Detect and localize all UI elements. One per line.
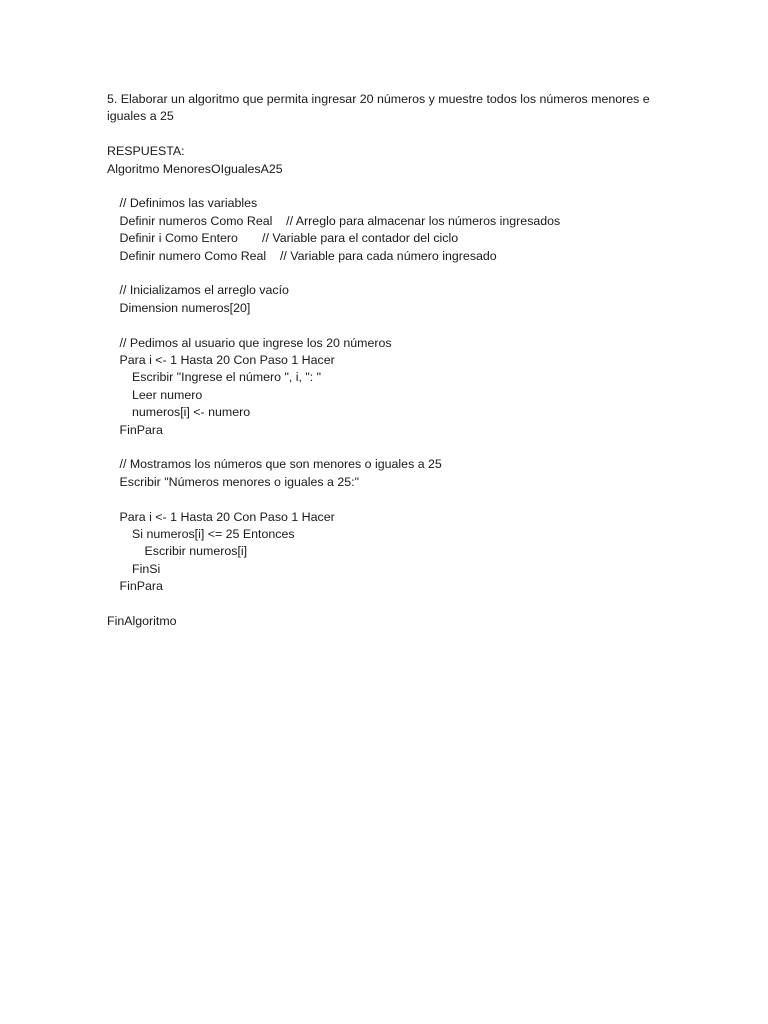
question-text: 5. Elaborar un algoritmo que permita ingresar 20 números y muestre todos los números menores e iguales a 25 xyxy=(107,92,650,124)
blank-line xyxy=(107,126,667,143)
code-for-input: Para i <- 1 Hasta 20 Con Paso 1 Hacer xyxy=(119,353,335,368)
code-for-show: Para i <- 1 Hasta 20 Con Paso 1 Hacer xyxy=(119,509,335,524)
code-write-num: Escribir numeros[i] xyxy=(144,544,248,559)
code-dimension: Dimension numeros[20] xyxy=(119,300,251,315)
blank-line xyxy=(107,596,667,613)
algorithm-header: Algoritmo MenoresOIgualesA25 xyxy=(107,161,283,176)
blank-line xyxy=(107,265,667,282)
blank-line xyxy=(107,178,667,195)
code-comment-init: // Inicializamos el arreglo vacío xyxy=(119,283,289,298)
blank-line xyxy=(107,317,667,334)
blank-line xyxy=(107,439,667,456)
blank-line xyxy=(107,491,667,508)
code-endfor-show: FinPara xyxy=(119,579,163,594)
code-write-title: Escribir "Números menores o iguales a 25:" xyxy=(119,474,359,489)
code-endif: FinSi xyxy=(132,561,161,576)
code-assign: numeros[i] <- numero xyxy=(132,405,251,420)
code-define-i: Definir i Como Entero // Variable para el contador del ciclo xyxy=(119,231,459,246)
code-define-numero: Definir numero Como Real // Variable para cada número ingresado xyxy=(119,248,497,263)
code-comment-variables: // Definimos las variables xyxy=(119,196,258,211)
code-if: Si numeros[i] <= 25 Entonces xyxy=(132,527,295,542)
code-read-numero: Leer numero xyxy=(132,387,203,402)
code-comment-input: // Pedimos al usuario que ingrese los 20 números xyxy=(119,335,392,350)
code-endfor-input: FinPara xyxy=(119,422,163,437)
answer-label: RESPUESTA: xyxy=(107,144,185,159)
code-define-numeros: Definir numeros Como Real // Arreglo para almacenar los números ingresados xyxy=(119,213,561,228)
code-write-prompt: Escribir "Ingrese el número ", i, ": " xyxy=(132,370,322,385)
code-comment-show: // Mostramos los números que son menores o iguales a 25 xyxy=(119,457,442,472)
document-body xyxy=(107,91,667,630)
algorithm-footer: FinAlgoritmo xyxy=(107,614,177,629)
